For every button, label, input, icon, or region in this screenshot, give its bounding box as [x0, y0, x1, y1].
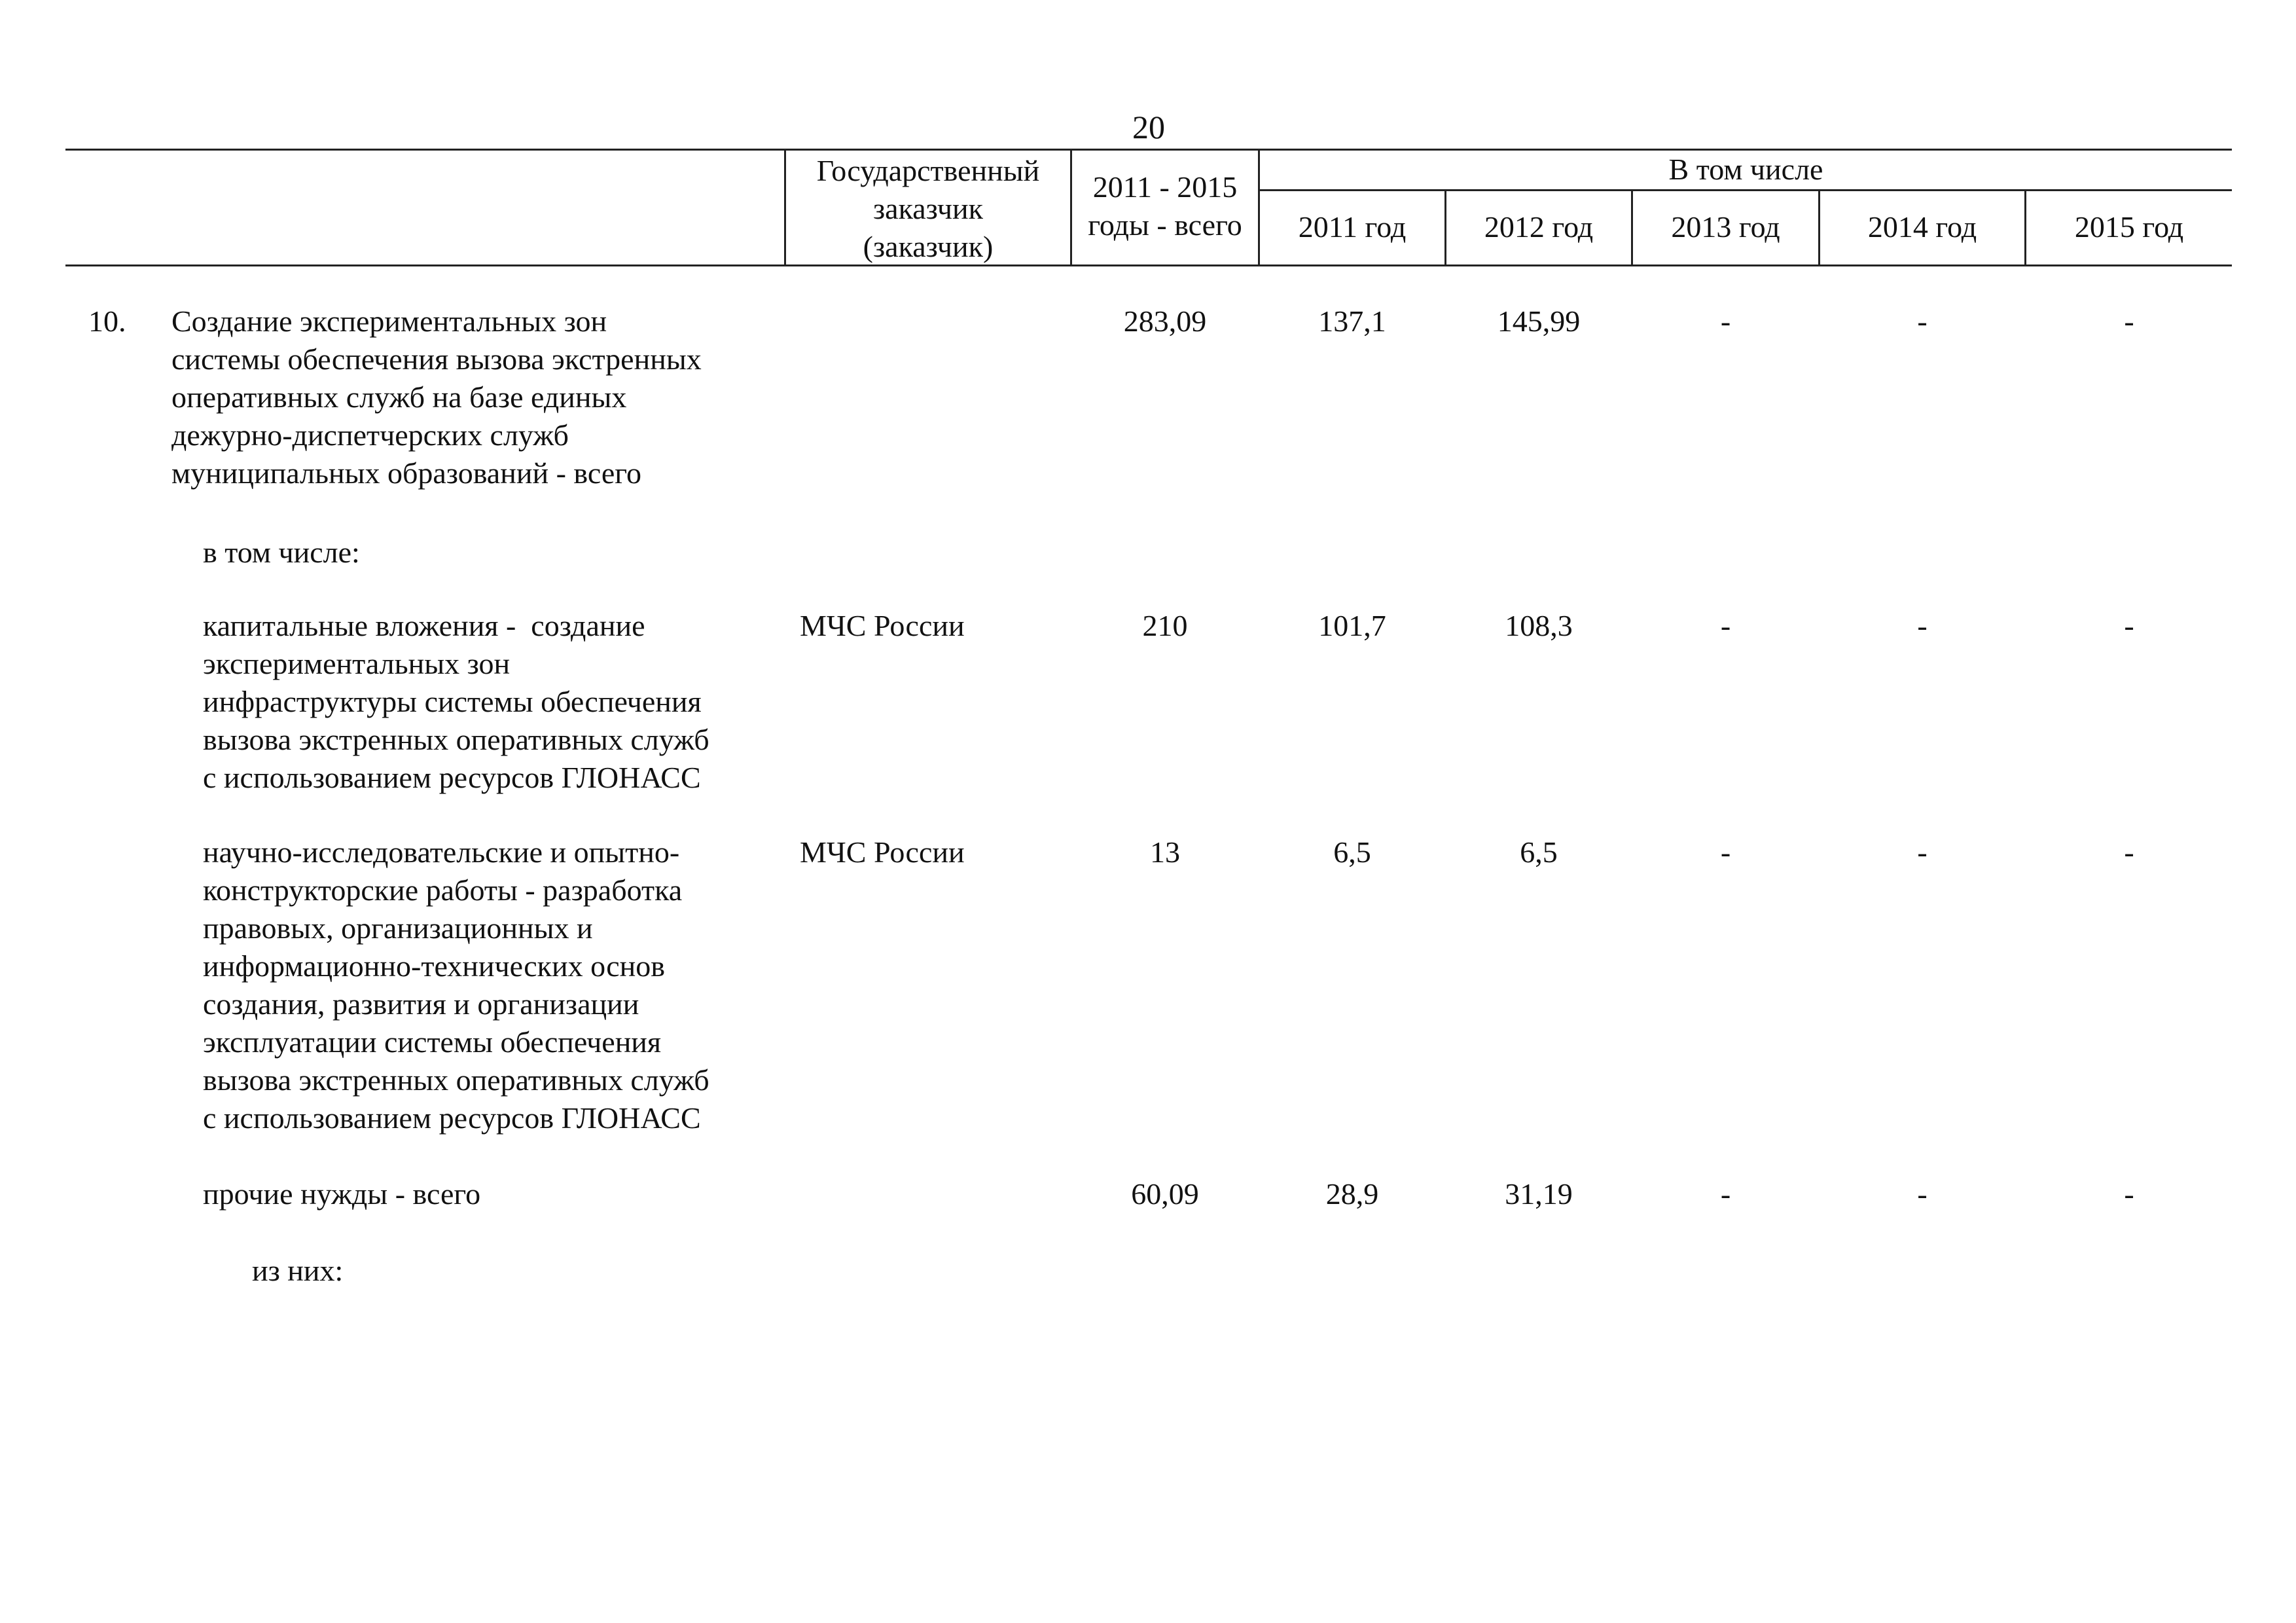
- row-description: Создание экспериментальных зон системы обеспечения вызова экстренных оперативных служб на базе единых дежурно-диспетчерских служб муниципальных образований - всего: [171, 304, 702, 490]
- cell-total: 283,09: [1123, 304, 1207, 338]
- row-description: капитальные вложения - создание экспериментальных зон инфраструктуры системы обеспечения вызова экстренных оперативных служб с использованием ресурсов ГЛОНАСС: [203, 609, 709, 794]
- cell-total: 60,09: [1131, 1177, 1199, 1211]
- row-number: 10.: [88, 304, 126, 338]
- header-year-2013: 2013 год: [1671, 210, 1780, 244]
- header-customer: Государственный заказчик (заказчик): [816, 154, 1040, 263]
- header-total: 2011 - 2015 годы - всего: [1088, 170, 1242, 242]
- cell-2014: -: [1917, 835, 1928, 869]
- cell-2012: 108,3: [1505, 609, 1573, 642]
- header-bottom-rule: [65, 264, 2232, 266]
- row-description: прочие нужды - всего: [203, 1177, 481, 1211]
- cell-2015: -: [2124, 835, 2134, 869]
- cell-2015: -: [2124, 304, 2134, 338]
- cell-2015: -: [2124, 609, 2134, 642]
- header-subrule: [1258, 189, 2232, 191]
- cell-2014: -: [1917, 609, 1928, 642]
- cell-customer: МЧС России: [800, 835, 965, 869]
- cell-2012: 145,99: [1497, 304, 1581, 338]
- cell-2012: 6,5: [1520, 835, 1558, 869]
- header-year-2012: 2012 год: [1484, 210, 1594, 244]
- row-description: научно-исследовательские и опытно- конструкторские работы - разработка правовых, организационных и информационно-технических основ создания, развития и организации эксплуатации системы обеспечения вызова экстренных оперативных служб с использованием ресурсов ГЛОНАСС: [203, 835, 709, 1135]
- cell-2012: 31,19: [1505, 1177, 1573, 1211]
- header-year-2014: 2014 год: [1867, 210, 1977, 244]
- cell-2011: 28,9: [1325, 1177, 1379, 1211]
- page-number: 20: [1132, 109, 1165, 145]
- cell-2011: 6,5: [1333, 835, 1371, 869]
- cell-2015: -: [2124, 1177, 2134, 1211]
- cell-2013: -: [1720, 835, 1731, 869]
- cell-2011: 101,7: [1318, 609, 1386, 642]
- cell-2014: -: [1917, 304, 1928, 338]
- header-year-2011: 2011 год: [1298, 210, 1407, 244]
- row-subheading: в том числе:: [203, 536, 360, 569]
- cell-2014: -: [1917, 1177, 1928, 1211]
- header-including: В том числе: [1668, 153, 1823, 186]
- cell-total: 13: [1150, 835, 1180, 869]
- row-subheading: из них:: [252, 1254, 344, 1287]
- cell-2013: -: [1720, 304, 1731, 338]
- cell-customer: МЧС России: [800, 609, 965, 642]
- cell-total: 210: [1142, 609, 1188, 642]
- cell-2013: -: [1720, 609, 1731, 642]
- cell-2011: 137,1: [1318, 304, 1386, 338]
- cell-2013: -: [1720, 1177, 1731, 1211]
- header-year-2015: 2015 год: [2074, 210, 2184, 244]
